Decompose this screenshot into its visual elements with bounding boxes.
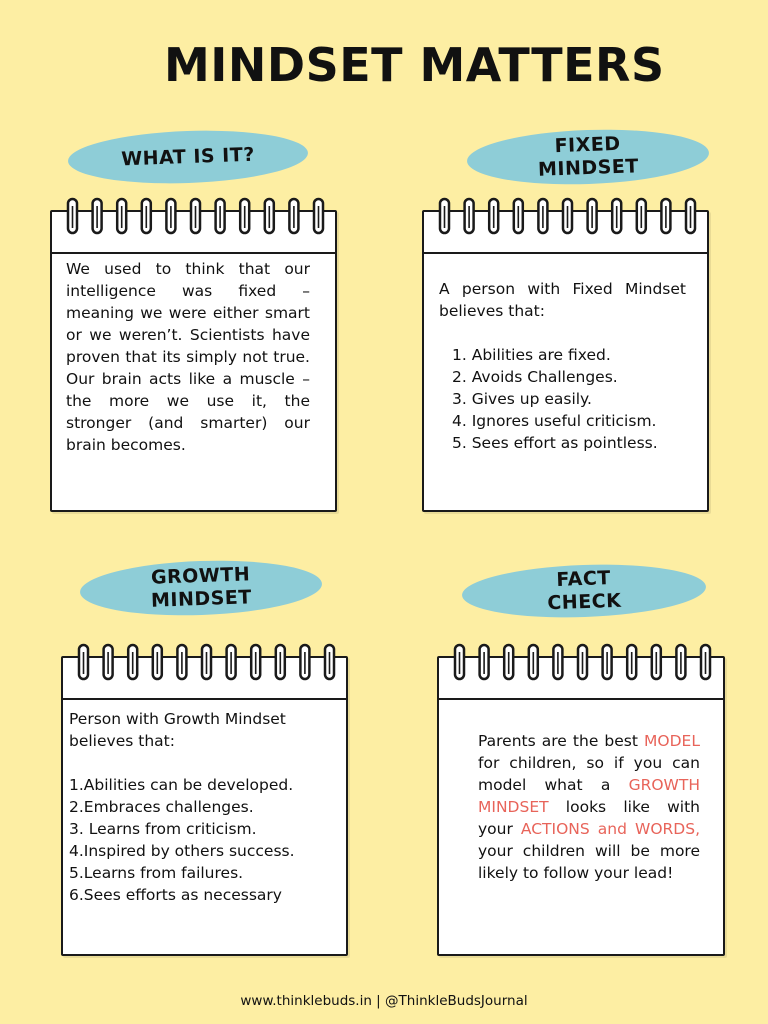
spiral-ring — [153, 645, 162, 679]
growth-mindset-notepad — [61, 656, 348, 956]
spiral-ring — [652, 645, 661, 679]
list-item: 3. Learns from criticism. — [69, 820, 257, 838]
spiral-ring — [465, 199, 474, 233]
spiral-ring — [529, 645, 538, 679]
spiral-rings-icon — [58, 196, 333, 240]
spiral-ring — [104, 645, 113, 679]
footer-credits: www.thinklebuds.in | @ThinkleBudsJournal — [240, 993, 528, 1009]
spiral-ring — [251, 645, 260, 679]
growth-heading-line1: GROWTH — [150, 563, 251, 589]
spiral-ring — [480, 645, 489, 679]
spiral-ring — [265, 199, 274, 233]
spiral-ring — [166, 199, 175, 233]
what-is-it-heading — [67, 127, 309, 187]
fixed-list — [452, 344, 692, 454]
what-heading-text: WHAT IS IT? — [120, 143, 256, 170]
spiral-ring — [128, 645, 137, 679]
spiral-ring — [588, 199, 597, 233]
fixed-heading-line2: MINDSET — [537, 155, 640, 181]
spiral-ring — [227, 645, 236, 679]
list-item: 4. Ignores useful criticism. — [452, 412, 657, 430]
fixed-intro-text: A person with Fixed Mindset believes that: — [439, 280, 686, 320]
spiral-ring — [216, 199, 225, 233]
spiral-ring — [455, 645, 464, 679]
spiral-ring — [240, 199, 249, 233]
fact-check-heading — [461, 561, 707, 621]
spiral-ring — [563, 199, 572, 233]
spiral-ring — [603, 645, 612, 679]
growth-heading-line2: MINDSET — [150, 586, 253, 612]
growth-list — [69, 774, 339, 906]
highlight-model: MODEL — [644, 732, 700, 750]
spiral-ring — [300, 645, 309, 679]
fact-check-notepad — [437, 656, 725, 956]
list-item: 6.Sees efforts as necessary — [69, 886, 282, 904]
spiral-ring — [612, 199, 621, 233]
spiral-rings-icon — [430, 196, 705, 240]
list-item: 1. Abilities are fixed. — [452, 346, 611, 364]
what-is-it-notepad — [50, 210, 337, 512]
spiral-ring — [276, 645, 285, 679]
spiral-ring — [177, 645, 186, 679]
spiral-ring — [440, 199, 449, 233]
spiral-ring — [314, 199, 323, 233]
fact-text-3: looks like with your — [478, 798, 700, 838]
fixed-mindset-notepad — [422, 210, 709, 512]
list-item: 3. Gives up easily. — [452, 390, 592, 408]
spiral-ring — [578, 645, 587, 679]
fact-check-text — [478, 730, 700, 884]
spiral-ring — [142, 199, 151, 233]
spiral-ring — [553, 645, 562, 679]
spiral-ring — [325, 645, 334, 679]
spiral-ring — [191, 199, 200, 233]
fact-text-1: Parents are the best — [478, 732, 645, 750]
fact-text-4: your children will be more likely to follow your lead! — [478, 842, 700, 882]
growth-mindset-heading — [79, 557, 323, 619]
spiral-ring — [289, 199, 298, 233]
list-item: 5.Learns from failures. — [69, 864, 244, 882]
spiral-ring — [627, 645, 636, 679]
highlight-actions-words: ACTIONS and WORDS, — [520, 820, 700, 838]
spiral-ring — [489, 199, 498, 233]
spiral-rings-icon — [69, 642, 344, 686]
list-item: 5. Sees effort as pointless. — [452, 434, 658, 452]
spiral-ring — [676, 645, 685, 679]
spiral-ring — [686, 199, 695, 233]
spiral-ring — [504, 645, 513, 679]
page-title: MINDSET MATTERS — [164, 38, 665, 92]
list-item: 2. Avoids Challenges. — [452, 368, 618, 386]
spiral-ring — [514, 199, 523, 233]
spiral-ring — [701, 645, 710, 679]
fact-text-2: for children, so if you can model what a — [478, 754, 700, 794]
spiral-ring — [93, 199, 102, 233]
spiral-ring — [637, 199, 646, 233]
fact-heading-line1: FACT — [555, 567, 612, 591]
spiral-ring — [117, 199, 126, 233]
fixed-mindset-heading — [466, 126, 710, 188]
fact-heading-line2: CHECK — [547, 589, 622, 615]
spiral-ring — [68, 199, 77, 233]
what-is-it-text: We used to think that our intelligence was fixed – meaning we were either smart or we weren’t. Scientists have proven that its simply not true. Our brain acts like a muscle – the more we use it, the stronger (and smarter) our brain becomes. — [66, 260, 310, 454]
spiral-ring — [79, 645, 88, 679]
list-item: 2.Embraces challenges. — [69, 798, 254, 816]
spiral-ring — [538, 199, 547, 233]
highlight-growth-mindset: GROWTH MINDSET — [478, 776, 700, 816]
list-item: 4.Inspired by others success. — [69, 842, 295, 860]
spiral-ring — [202, 645, 211, 679]
spiral-rings-icon — [445, 642, 720, 686]
spiral-ring — [661, 199, 670, 233]
fixed-heading-line1: FIXED — [554, 132, 621, 158]
list-item: 1.Abilities can be developed. — [69, 776, 294, 794]
growth-intro-text: Person with Growth Mindset believes that: — [69, 710, 286, 750]
